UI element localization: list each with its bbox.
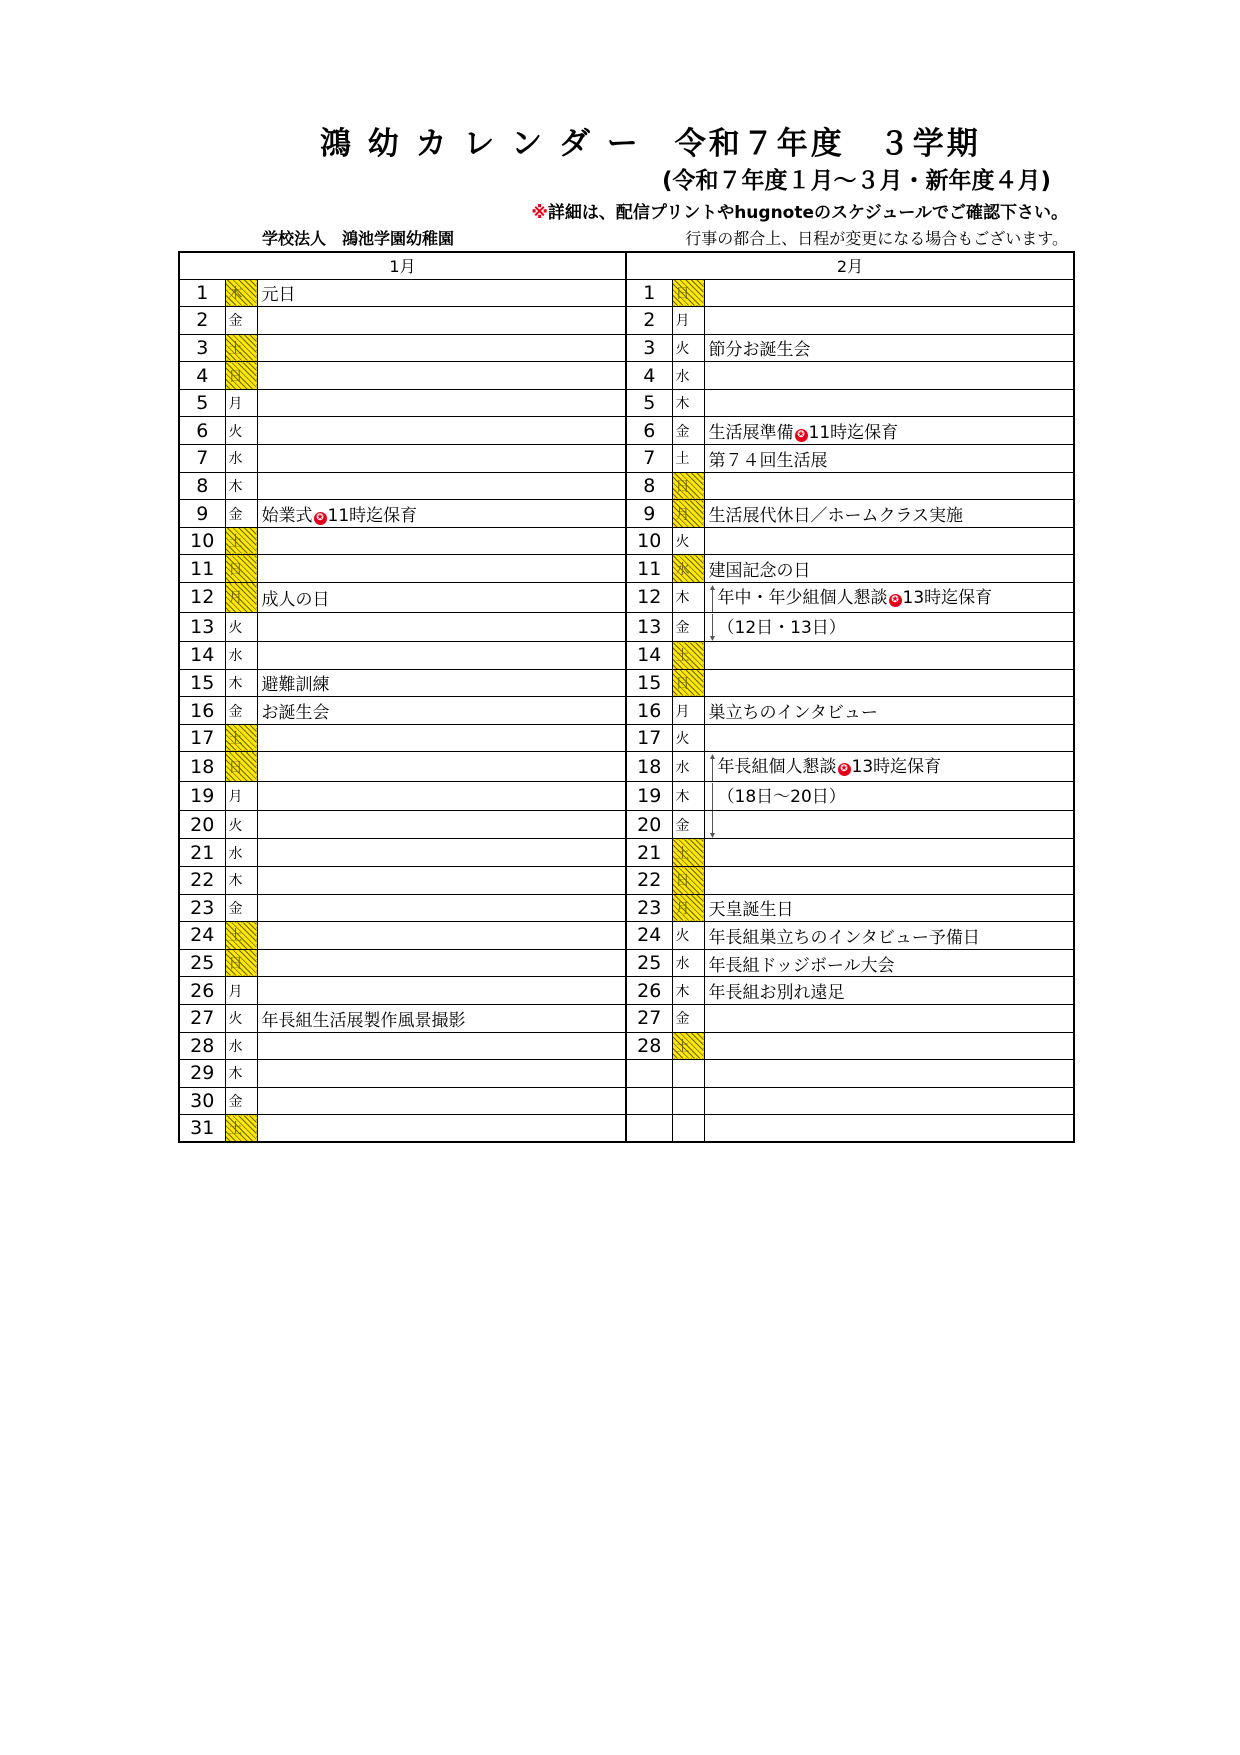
january-weekday-holiday: 土 (225, 724, 257, 752)
january-event (257, 527, 626, 555)
february-day-number: 2 (626, 307, 672, 335)
calendar-row (179, 811, 1074, 839)
calendar-table (178, 251, 1075, 1143)
february-weekday: 金 (672, 1004, 704, 1032)
event-text: 天皇誕生日 (708, 900, 794, 921)
calendar-row (179, 527, 1074, 555)
january-day-number: 11 (179, 555, 225, 583)
january-event (257, 1115, 626, 1143)
event-text: 生活展準備 (708, 423, 794, 444)
february-weekday: 火 (672, 724, 704, 752)
calendar-row (179, 781, 1074, 811)
january-event (257, 867, 626, 895)
calendar-row (179, 389, 1074, 417)
february-weekday: 金 (672, 612, 704, 642)
january-event (257, 977, 626, 1005)
january-weekday-holiday: 日 (225, 555, 257, 583)
january-weekday-holiday: 日 (225, 362, 257, 390)
january-day-number: 1 (179, 279, 225, 307)
january-event (257, 724, 626, 752)
january-event (257, 1087, 626, 1115)
january-weekday-holiday: 土 (225, 1115, 257, 1143)
range-bracket-icon (709, 811, 716, 838)
january-day-number: 30 (179, 1087, 225, 1115)
january-day-number: 21 (179, 839, 225, 867)
note-text: 詳細は、配信プリントやhugnoteのスケジュールでご確認下さい。 (547, 203, 1068, 223)
schedule-change-note: 行事の都合上、日程が変更になる場合もございます。 (685, 229, 1068, 248)
february-day-number: 17 (626, 724, 672, 752)
january-weekday-holiday: 土 (225, 334, 257, 362)
february-weekday: 土 (672, 445, 704, 473)
february-weekday-holiday: 日 (672, 279, 704, 307)
february-day-number: 1 (626, 279, 672, 307)
january-weekday: 火 (225, 811, 257, 839)
january-event (257, 697, 626, 725)
january-weekday: 水 (225, 445, 257, 473)
february-weekday-holiday: 土 (672, 642, 704, 670)
calendar-row (179, 867, 1074, 895)
january-day-number: 31 (179, 1115, 225, 1143)
february-day-number: 19 (626, 781, 672, 811)
january-day-number: 7 (179, 445, 225, 473)
calendar-row (179, 417, 1074, 445)
early-dismissal-text: 13時迄保育 (902, 588, 993, 609)
event-text: 年長組お別れ遠足 (708, 983, 845, 1004)
calendar-row (179, 307, 1074, 335)
february-weekday-holiday: 月 (672, 500, 704, 528)
january-day-number: 23 (179, 894, 225, 922)
event-text: （18日〜20日） (717, 786, 846, 807)
event-text: 年中・年少組個人懇談 (717, 588, 888, 609)
february-event (704, 583, 1074, 613)
february-event (704, 362, 1074, 390)
february-day-number: 20 (626, 811, 672, 839)
january-day-number: 18 (179, 752, 225, 782)
january-day-number: 24 (179, 922, 225, 950)
february-weekday: 水 (672, 362, 704, 390)
february-event (704, 555, 1074, 583)
january-day-number: 25 (179, 949, 225, 977)
january-event (257, 555, 626, 583)
january-weekday-holiday: 土 (225, 922, 257, 950)
january-day-number: 8 (179, 472, 225, 500)
january-day-number: 10 (179, 527, 225, 555)
january-weekday: 火 (225, 417, 257, 445)
january-event (257, 612, 626, 642)
february-event (704, 669, 1074, 697)
february-day-number: 24 (626, 922, 672, 950)
february-event (704, 334, 1074, 362)
event-text: お誕生会 (261, 703, 330, 724)
february-weekday: 水 (672, 752, 704, 782)
calendar-row (179, 583, 1074, 613)
february-weekday: 火 (672, 334, 704, 362)
january-event (257, 445, 626, 473)
january-weekday-holiday: 木 (225, 279, 257, 307)
january-weekday: 金 (225, 894, 257, 922)
star-icon: ✪ (889, 594, 902, 607)
february-weekday-holiday: 月 (672, 894, 704, 922)
january-event (257, 949, 626, 977)
february-weekday (672, 1087, 704, 1115)
january-event (257, 781, 626, 811)
calendar-row (179, 894, 1074, 922)
february-weekday: 木 (672, 583, 704, 613)
january-weekday: 水 (225, 642, 257, 670)
february-day-number: 21 (626, 839, 672, 867)
january-day-number: 20 (179, 811, 225, 839)
january-event (257, 279, 626, 307)
early-dismissal-text: 13時迄保育 (851, 757, 942, 778)
january-day-number: 26 (179, 977, 225, 1005)
february-event (704, 1060, 1074, 1088)
january-weekday: 金 (225, 1087, 257, 1115)
february-event (704, 724, 1074, 752)
february-weekday (672, 1060, 704, 1088)
calendar-row (179, 949, 1074, 977)
january-day-number: 22 (179, 867, 225, 895)
calendar-row (179, 697, 1074, 725)
january-event (257, 389, 626, 417)
event-text: 年長組巣立ちのインタビュー予備日 (708, 927, 980, 948)
february-day-number: 28 (626, 1032, 672, 1060)
month-header-february: 2月 (626, 252, 1074, 279)
january-day-number: 2 (179, 307, 225, 335)
february-weekday (672, 1115, 704, 1143)
star-icon: ✪ (314, 512, 327, 525)
january-weekday: 火 (225, 612, 257, 642)
february-event (704, 307, 1074, 335)
february-day-number: 4 (626, 362, 672, 390)
january-weekday: 月 (225, 781, 257, 811)
february-day-number: 8 (626, 472, 672, 500)
february-day-number: 6 (626, 417, 672, 445)
event-text: 建国記念の日 (708, 561, 811, 582)
february-weekday: 木 (672, 389, 704, 417)
february-weekday: 木 (672, 781, 704, 811)
february-weekday: 月 (672, 697, 704, 725)
range-bracket-icon (709, 585, 716, 612)
february-weekday-holiday: 日 (672, 669, 704, 697)
january-event (257, 669, 626, 697)
calendar-row (179, 642, 1074, 670)
january-weekday: 月 (225, 977, 257, 1005)
event-text: 年長組ドッジボール大会 (708, 955, 895, 976)
january-day-number: 28 (179, 1032, 225, 1060)
february-event (704, 445, 1074, 473)
january-event (257, 417, 626, 445)
january-weekday: 金 (225, 500, 257, 528)
january-event (257, 642, 626, 670)
february-day-number: 14 (626, 642, 672, 670)
february-event (704, 1087, 1074, 1115)
february-day-number (626, 1087, 672, 1115)
range-bracket-icon (709, 754, 716, 781)
calendar-row (179, 1087, 1074, 1115)
february-day-number: 26 (626, 977, 672, 1005)
january-day-number: 6 (179, 417, 225, 445)
calendar-row (179, 445, 1074, 473)
january-event (257, 1060, 626, 1088)
january-event (257, 811, 626, 839)
event-text: 巣立ちのインタビュー (708, 703, 878, 724)
january-weekday: 水 (225, 1032, 257, 1060)
calendar-row (179, 334, 1074, 362)
february-event (704, 1004, 1074, 1032)
february-event (704, 867, 1074, 895)
february-weekday: 金 (672, 811, 704, 839)
january-day-number: 29 (179, 1060, 225, 1088)
calendar-row (179, 472, 1074, 500)
february-weekday: 火 (672, 922, 704, 950)
january-day-number: 3 (179, 334, 225, 362)
february-day-number: 15 (626, 669, 672, 697)
february-day-number: 18 (626, 752, 672, 782)
february-day-number: 9 (626, 500, 672, 528)
event-text: 第７４回生活展 (708, 450, 828, 471)
january-event (257, 334, 626, 362)
january-weekday: 木 (225, 1060, 257, 1088)
january-weekday: 木 (225, 472, 257, 500)
february-event (704, 500, 1074, 528)
january-weekday-holiday: 日 (225, 752, 257, 782)
february-day-number: 13 (626, 612, 672, 642)
january-weekday: 月 (225, 389, 257, 417)
event-text: 避難訓練 (261, 675, 330, 696)
early-dismissal-text: 11時迄保育 (808, 423, 899, 444)
january-weekday: 金 (225, 697, 257, 725)
range-bracket-icon (709, 783, 716, 810)
january-event (257, 839, 626, 867)
february-event (704, 894, 1074, 922)
february-day-number: 23 (626, 894, 672, 922)
february-event (704, 922, 1074, 950)
january-day-number: 27 (179, 1004, 225, 1032)
note-mark: ※ (531, 203, 548, 223)
january-day-number: 9 (179, 500, 225, 528)
january-event (257, 500, 626, 528)
january-event (257, 922, 626, 950)
february-event (704, 752, 1074, 782)
january-weekday-holiday: 日 (225, 949, 257, 977)
february-event (704, 811, 1074, 839)
details-note (531, 198, 1068, 223)
february-event (704, 642, 1074, 670)
calendar-row (179, 839, 1074, 867)
calendar-row (179, 279, 1074, 307)
event-text: 年長組個人懇談 (717, 757, 837, 778)
february-event (704, 1115, 1074, 1143)
february-event (704, 527, 1074, 555)
february-day-number: 7 (626, 445, 672, 473)
february-day-number: 3 (626, 334, 672, 362)
january-day-number: 19 (179, 781, 225, 811)
january-event (257, 752, 626, 782)
calendar-row (179, 977, 1074, 1005)
january-day-number: 5 (179, 389, 225, 417)
february-day-number: 16 (626, 697, 672, 725)
event-text: 始業式 (261, 506, 313, 527)
january-weekday: 金 (225, 307, 257, 335)
early-dismissal-text: 11時迄保育 (327, 506, 418, 527)
star-icon: ✪ (838, 763, 851, 776)
page-title: 鴻 幼 カ レ ン ダ ー 令和７年度 ３学期 (320, 126, 981, 162)
january-day-number: 4 (179, 362, 225, 390)
february-weekday: 木 (672, 977, 704, 1005)
february-event (704, 839, 1074, 867)
february-day-number: 5 (626, 389, 672, 417)
february-event (704, 781, 1074, 811)
january-weekday: 木 (225, 669, 257, 697)
january-weekday: 火 (225, 1004, 257, 1032)
february-weekday: 金 (672, 417, 704, 445)
star-icon: ✪ (795, 429, 808, 442)
february-day-number (626, 1115, 672, 1143)
february-event (704, 977, 1074, 1005)
calendar-row (179, 1115, 1074, 1143)
january-day-number: 17 (179, 724, 225, 752)
page-subtitle: (令和７年度１月〜３月・新年度４月) (662, 168, 1052, 194)
calendar-row (179, 922, 1074, 950)
calendar-row (179, 555, 1074, 583)
event-text: 生活展代休日／ホームクラス実施 (708, 506, 964, 527)
february-weekday-holiday: 日 (672, 867, 704, 895)
february-day-number: 22 (626, 867, 672, 895)
event-text: 節分お誕生会 (708, 340, 811, 361)
calendar-body (179, 279, 1074, 1142)
january-weekday-holiday: 土 (225, 527, 257, 555)
february-day-number: 10 (626, 527, 672, 555)
range-bracket-icon (709, 614, 716, 641)
january-event (257, 1004, 626, 1032)
event-text: 元日 (261, 285, 296, 306)
february-event (704, 279, 1074, 307)
calendar-row (179, 1060, 1074, 1088)
calendar-row (179, 612, 1074, 642)
january-day-number: 12 (179, 583, 225, 613)
february-event (704, 417, 1074, 445)
february-weekday-holiday: 土 (672, 839, 704, 867)
school-name: 学校法人 鴻池学園幼稚園 (262, 229, 455, 248)
february-day-number: 12 (626, 583, 672, 613)
february-weekday-holiday: 水 (672, 555, 704, 583)
calendar-row (179, 752, 1074, 782)
february-day-number: 11 (626, 555, 672, 583)
february-weekday: 水 (672, 949, 704, 977)
january-day-number: 13 (179, 612, 225, 642)
january-event (257, 894, 626, 922)
february-weekday-holiday: 土 (672, 1032, 704, 1060)
february-event (704, 472, 1074, 500)
calendar-row (179, 724, 1074, 752)
january-day-number: 16 (179, 697, 225, 725)
february-weekday: 月 (672, 307, 704, 335)
february-event (704, 612, 1074, 642)
february-weekday: 火 (672, 527, 704, 555)
january-weekday-holiday: 月 (225, 583, 257, 613)
february-day-number (626, 1060, 672, 1088)
event-text: 成人の日 (261, 589, 330, 610)
february-event (704, 389, 1074, 417)
calendar-row (179, 362, 1074, 390)
calendar-row (179, 669, 1074, 697)
january-weekday: 木 (225, 867, 257, 895)
january-event (257, 362, 626, 390)
february-event (704, 1032, 1074, 1060)
january-event (257, 583, 626, 613)
calendar-row (179, 1004, 1074, 1032)
february-day-number: 25 (626, 949, 672, 977)
february-day-number: 27 (626, 1004, 672, 1032)
february-event (704, 697, 1074, 725)
event-text: 年長組生活展製作風景撮影 (261, 1010, 466, 1031)
january-event (257, 472, 626, 500)
february-event (704, 949, 1074, 977)
event-text: （12日・13日） (717, 617, 846, 638)
january-event (257, 1032, 626, 1060)
january-day-number: 14 (179, 642, 225, 670)
calendar-row (179, 500, 1074, 528)
february-weekday-holiday: 日 (672, 472, 704, 500)
calendar-row (179, 1032, 1074, 1060)
january-event (257, 307, 626, 335)
january-day-number: 15 (179, 669, 225, 697)
january-weekday: 水 (225, 839, 257, 867)
month-header-january: 1月 (179, 252, 626, 279)
